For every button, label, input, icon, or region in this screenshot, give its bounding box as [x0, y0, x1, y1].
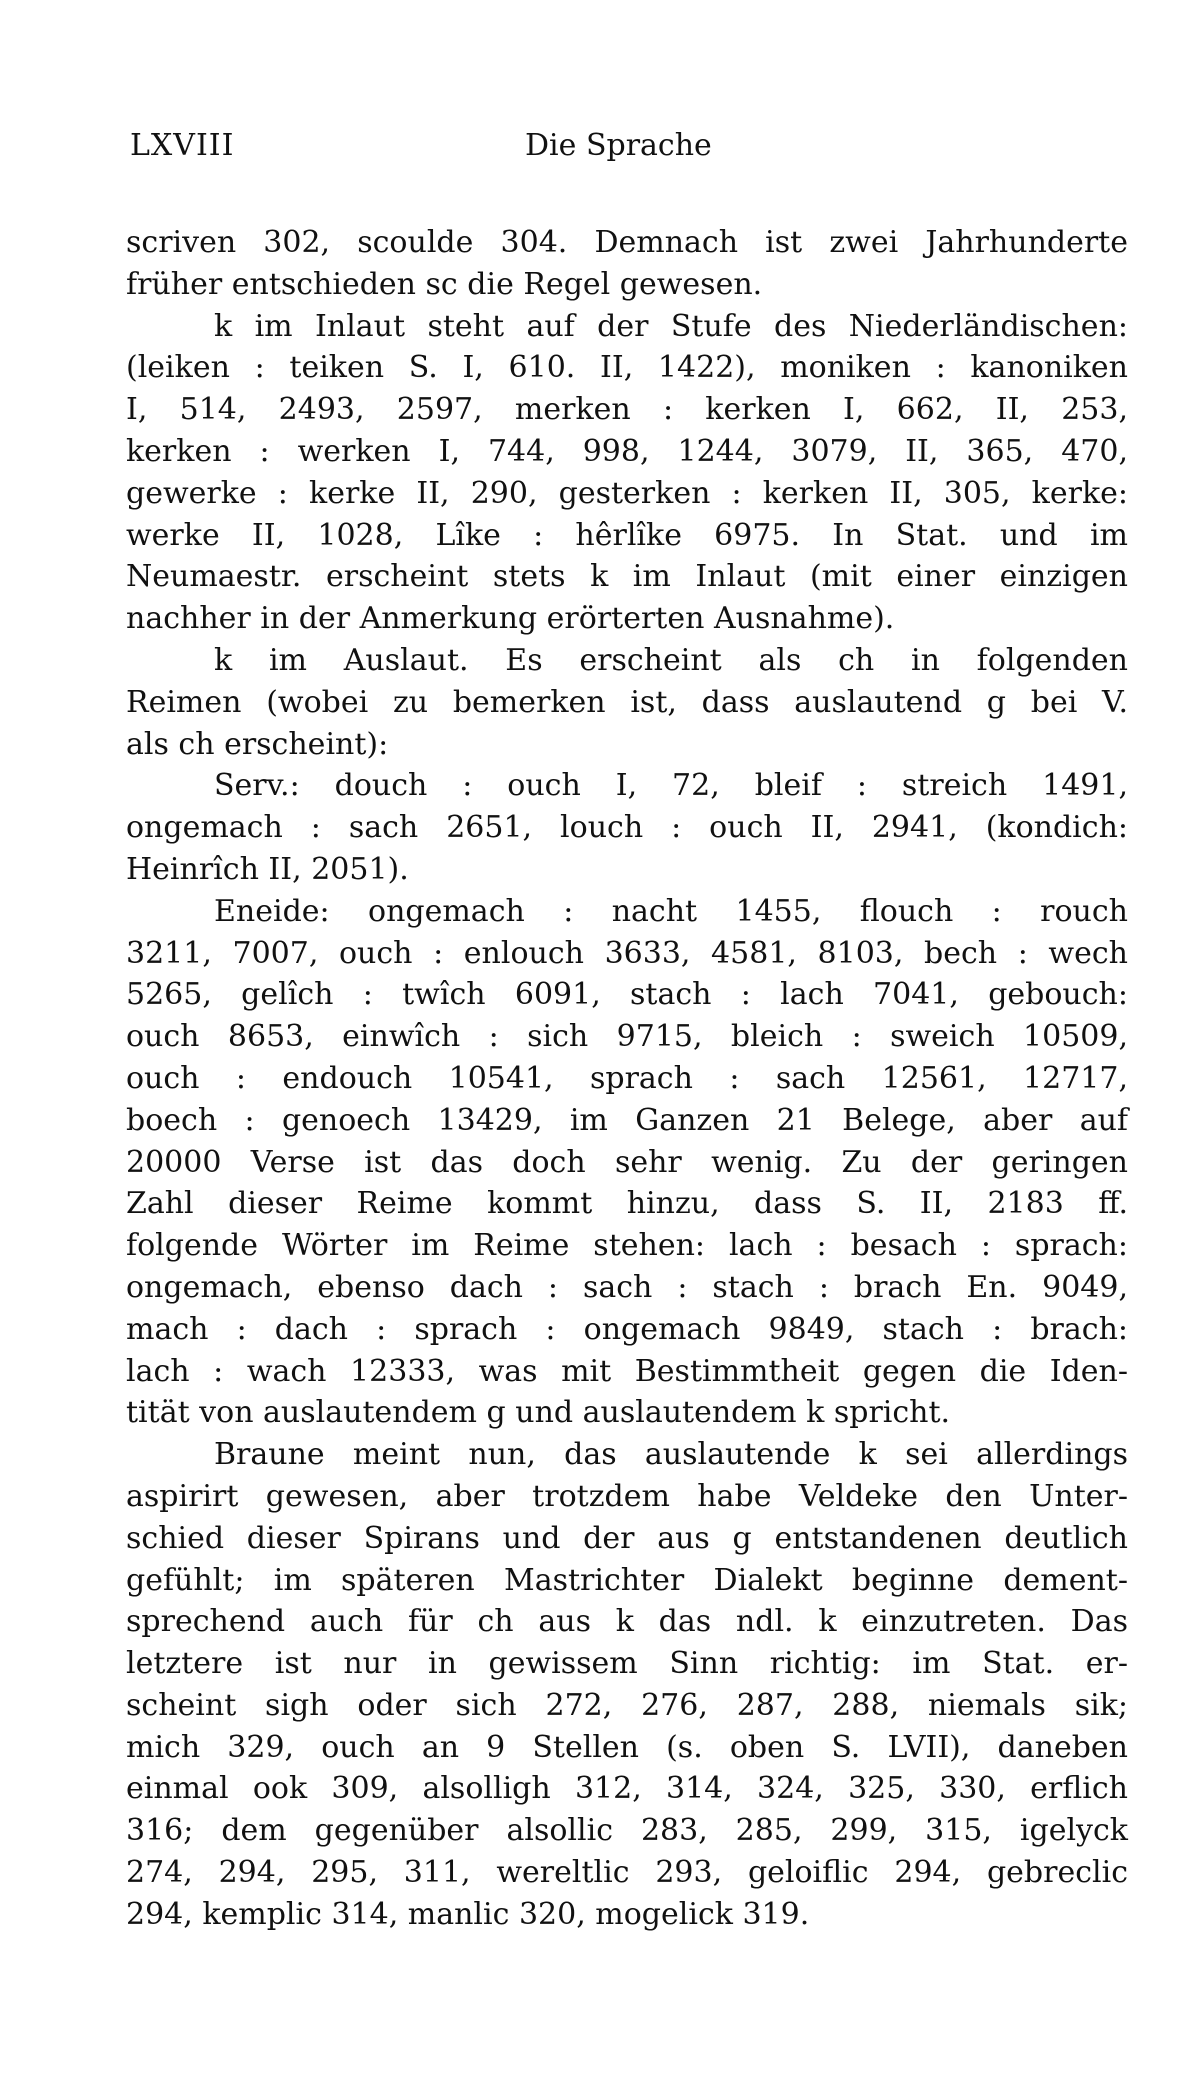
- text-line: 20000 Verse ist das doch sehr wenig. Zu der geringen: [126, 1144, 1128, 1180]
- text-line: Neumaestr. erscheint stets k im Inlaut (mit einer einzigen: [126, 559, 1128, 595]
- text-line: 274, 294, 295, 311, wereltlic 293, geloiflic 294, gebreclic: [126, 1855, 1128, 1891]
- text-line: kerken : werken I, 744, 998, 1244, 3079, II, 365, 470,: [126, 433, 1128, 469]
- text-line: Braune meint nun, das auslautende k sei allerdings: [214, 1437, 1128, 1473]
- running-head: [130, 128, 1128, 176]
- text-line: Zahl dieser Reime kommt hinzu, dass S. II, 2183 ff.: [126, 1186, 1128, 1222]
- text-line: werke II, 1028, Lîke : hêrlîke 6975. In Stat. und im: [126, 517, 1128, 553]
- text-line: tität von auslautendem g und auslautendem k spricht.: [126, 1395, 951, 1431]
- text-line: früher entschieden sc die Regel gewesen.: [126, 266, 763, 302]
- text-line: gewerke : kerke II, 290, gesterken : kerken II, 305, kerke:: [126, 475, 1128, 511]
- text-line: 294, kemplic 314, manlic 320, mogelick 319.: [126, 1896, 810, 1932]
- text-line: I, 514, 2493, 2597, merken : kerken I, 662, II, 253,: [126, 392, 1128, 428]
- text-line: Eneide: ongemach : nacht 1455, flouch : rouch: [214, 893, 1128, 929]
- text-line: schied dieser Spirans und der aus g entstandenen deutlich: [126, 1520, 1128, 1556]
- text-line: Heinrîch II, 2051).: [126, 851, 409, 887]
- text-line: ongemach, ebenso dach : sach : stach : brach En. 9049,: [126, 1269, 1128, 1305]
- text-line: letztere ist nur in gewissem Sinn richtig: im Stat. er-: [126, 1646, 1128, 1682]
- text-line: mich 329, ouch an 9 Stellen (s. oben S. LVII), daneben: [126, 1729, 1128, 1765]
- body-text: [126, 222, 1128, 1936]
- page-number: LXVIII: [130, 128, 235, 163]
- text-line: folgende Wörter im Reime stehen: lach : besach : sprach:: [126, 1228, 1128, 1264]
- text-line: (leiken : teiken S. I, 610. II, 1422), moniken : kanoniken: [126, 350, 1128, 386]
- text-line: mach : dach : sprach : ongemach 9849, stach : brach:: [126, 1311, 1128, 1347]
- text-line: gefühlt; im späteren Mastrichter Dialekt beginne dement-: [126, 1562, 1128, 1598]
- text-line: k im Auslaut. Es erscheint als ch in folgenden: [214, 642, 1128, 678]
- text-line: 5265, gelîch : twîch 6091, stach : lach 7041, gebouch:: [126, 977, 1128, 1013]
- text-line: aspirirt gewesen, aber trotzdem habe Veldeke den Unter-: [126, 1478, 1128, 1514]
- text-line: sprechend auch für ch aus k das ndl. k einzutreten. Das: [126, 1604, 1128, 1640]
- text-line: ouch 8653, einwîch : sich 9715, bleich : sweich 10509,: [126, 1019, 1128, 1055]
- text-line: als ch erscheint):: [126, 726, 389, 762]
- text-line: einmal ook 309, alsolligh 312, 314, 324, 325, 330, erflich: [126, 1771, 1128, 1807]
- text-line: boech : genoech 13429, im Ganzen 21 Belege, aber auf: [126, 1102, 1128, 1138]
- text-line: nachher in der Anmerkung erörterten Ausnahme).: [126, 601, 895, 637]
- text-line: scheint sigh oder sich 272, 276, 287, 288, niemals sik;: [126, 1687, 1128, 1723]
- text-line: k im Inlaut steht auf der Stufe des Niederländischen:: [214, 308, 1128, 344]
- text-line: 316; dem gegenüber alsollic 283, 285, 299, 315, igelyck: [126, 1813, 1128, 1849]
- text-line: scriven 302, scoulde 304. Demnach ist zwei Jahrhunderte: [126, 225, 1128, 260]
- text-line: ouch : endouch 10541, sprach : sach 12561, 12717,: [126, 1060, 1128, 1096]
- text-line: Serv.: douch : ouch I, 72, bleif : streich 1491,: [214, 768, 1128, 804]
- text-line: ongemach : sach 2651, louch : ouch II, 2941, (kondich:: [126, 810, 1128, 846]
- text-line: Reimen (wobei zu bemerken ist, dass auslautend g bei V.: [126, 684, 1128, 720]
- text-line: 3211, 7007, ouch : enlouch 3633, 4581, 8103, bech : wech: [126, 935, 1128, 971]
- page-title: Die Sprache: [525, 128, 712, 163]
- text-line: lach : wach 12333, was mit Bestimmtheit gegen die Iden-: [126, 1353, 1128, 1389]
